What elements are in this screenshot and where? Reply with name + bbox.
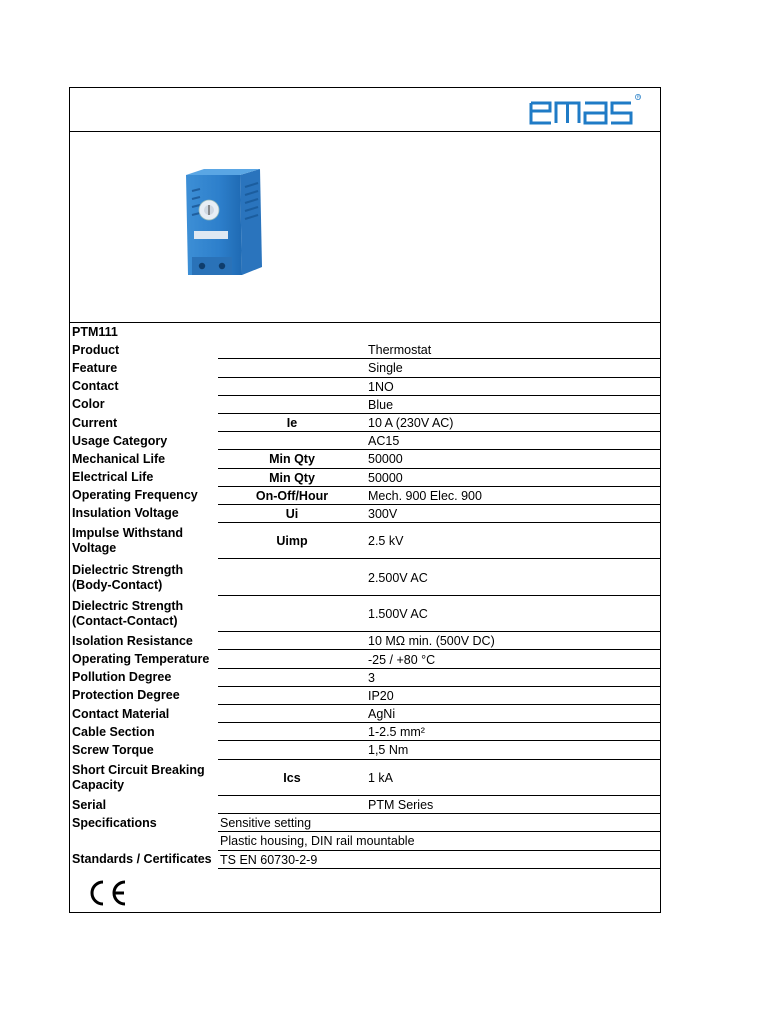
spec-row xyxy=(70,650,660,668)
spec-value: Blue xyxy=(368,397,394,412)
spec-row xyxy=(70,814,660,832)
svg-text:R: R xyxy=(636,94,641,100)
spec-symbol: Min Qty xyxy=(269,452,315,467)
spec-symbol xyxy=(218,378,366,396)
spec-symbol xyxy=(218,741,366,759)
spec-label: Screw Torque xyxy=(72,742,154,757)
spec-value: 300V xyxy=(368,506,398,521)
spec-row xyxy=(70,741,660,759)
spec-value: 1.500V AC xyxy=(368,607,428,622)
spec-row xyxy=(70,632,660,650)
datasheet xyxy=(69,87,661,913)
spec-value: 2.500V AC xyxy=(368,570,428,585)
spec-symbol xyxy=(218,559,366,595)
spec-value: Single xyxy=(368,361,403,376)
spec-label: Feature xyxy=(72,360,118,375)
spec-row xyxy=(70,505,660,523)
spec-label: Dielectric Strength (Body-Contact) xyxy=(72,562,184,592)
spec-row xyxy=(70,487,660,505)
spec-label: Electrical Life xyxy=(72,470,154,485)
spec-symbol xyxy=(218,669,366,687)
spec-symbol: Ui xyxy=(285,506,299,521)
spec-row xyxy=(70,378,660,396)
spec-symbol xyxy=(218,723,366,741)
spec-symbol: Ie xyxy=(286,416,298,431)
spec-label: Usage Category xyxy=(72,433,168,448)
spec-row xyxy=(70,341,660,359)
spec-label: Contact xyxy=(72,379,119,394)
spec-value: 10 A (230V AC) xyxy=(368,416,454,431)
spec-label: Current xyxy=(72,415,118,430)
spec-label: Serial xyxy=(72,797,107,812)
spec-row xyxy=(70,396,660,414)
model-number: PTM111 xyxy=(72,324,118,339)
specification-item: Plastic housing, DIN rail mountable xyxy=(220,834,415,849)
specification-item: Sensitive setting xyxy=(220,816,312,831)
spec-value: -25 / +80 °C xyxy=(368,652,436,667)
spec-row xyxy=(70,723,660,741)
spec-value: 10 MΩ min. (500V DC) xyxy=(368,634,495,649)
spec-value: PTM Series xyxy=(368,798,434,813)
spec-label: Contact Material xyxy=(72,706,170,721)
spec-row xyxy=(70,559,660,595)
spec-row xyxy=(70,432,660,450)
spec-symbol xyxy=(218,396,366,414)
spec-symbol: Min Qty xyxy=(269,470,315,485)
spec-value: 1,5 Nm xyxy=(368,743,409,758)
spec-label: Standards / Certificates xyxy=(72,852,212,867)
spec-label: Product xyxy=(72,342,120,357)
spec-label: Pollution Degree xyxy=(72,670,172,685)
spec-value: AC15 xyxy=(368,434,400,449)
spec-label: Impulse Withstand Voltage xyxy=(72,526,184,556)
spec-label: Mechanical Life xyxy=(72,451,166,466)
spec-row xyxy=(70,796,660,814)
spec-value: 1NO xyxy=(368,379,394,394)
spec-row xyxy=(70,851,660,869)
spec-row xyxy=(70,414,660,432)
spec-label: Dielectric Strength (Contact-Contact) xyxy=(72,599,184,629)
spec-row xyxy=(70,832,660,850)
spec-label: Cable Section xyxy=(72,724,155,739)
spec-row xyxy=(70,669,660,687)
spec-row xyxy=(70,523,660,559)
spec-symbol xyxy=(218,632,366,650)
spec-symbol xyxy=(218,432,366,450)
spec-value: AgNi xyxy=(368,707,396,722)
ce-mark-icon xyxy=(84,879,130,907)
spec-label: Short Circuit Breaking Capacity xyxy=(72,762,205,792)
model-row xyxy=(70,323,660,341)
row-divider xyxy=(218,868,660,869)
spec-row xyxy=(70,450,660,468)
spec-value: IP20 xyxy=(368,688,394,703)
spec-row xyxy=(70,359,660,377)
spec-value: 1-2.5 mm² xyxy=(368,725,425,740)
spec-symbol xyxy=(218,796,366,814)
spec-symbol xyxy=(218,359,366,377)
spec-value: 2.5 kV xyxy=(368,534,404,549)
spec-label: Operating Frequency xyxy=(72,488,198,503)
spec-table xyxy=(70,323,660,869)
spec-symbol xyxy=(218,650,366,668)
spec-value: 1 kA xyxy=(368,770,394,785)
thermostat-product-image xyxy=(180,167,270,281)
spec-label: Isolation Resistance xyxy=(72,633,193,648)
spec-label: Specifications xyxy=(72,815,157,830)
spec-row xyxy=(70,705,660,723)
spec-value: 50000 xyxy=(368,470,403,485)
spec-label: Insulation Voltage xyxy=(72,506,179,521)
spec-symbol xyxy=(218,596,366,632)
spec-symbol: On-Off/Hour xyxy=(255,488,329,503)
spec-symbol xyxy=(218,341,366,359)
spec-label: Operating Temperature xyxy=(72,652,210,667)
header xyxy=(70,88,660,132)
spec-label: Protection Degree xyxy=(72,688,180,703)
spec-value: 3 xyxy=(368,670,375,685)
standards-value: TS EN 60730-2-9 xyxy=(220,852,318,867)
spec-symbol: Uimp xyxy=(276,534,308,549)
spec-value: Thermostat xyxy=(368,343,432,358)
spec-row xyxy=(70,469,660,487)
spec-row xyxy=(70,760,660,796)
spec-value: Mech. 900 Elec. 900 xyxy=(368,488,482,503)
spec-symbol xyxy=(218,687,366,705)
spec-symbol: Ics xyxy=(283,770,301,785)
emas-logo xyxy=(528,93,642,129)
spec-value: 50000 xyxy=(368,452,403,467)
spec-label: Color xyxy=(72,397,105,412)
spec-row xyxy=(70,687,660,705)
spec-symbol xyxy=(218,705,366,723)
product-image-area xyxy=(70,131,660,323)
spec-row xyxy=(70,596,660,632)
